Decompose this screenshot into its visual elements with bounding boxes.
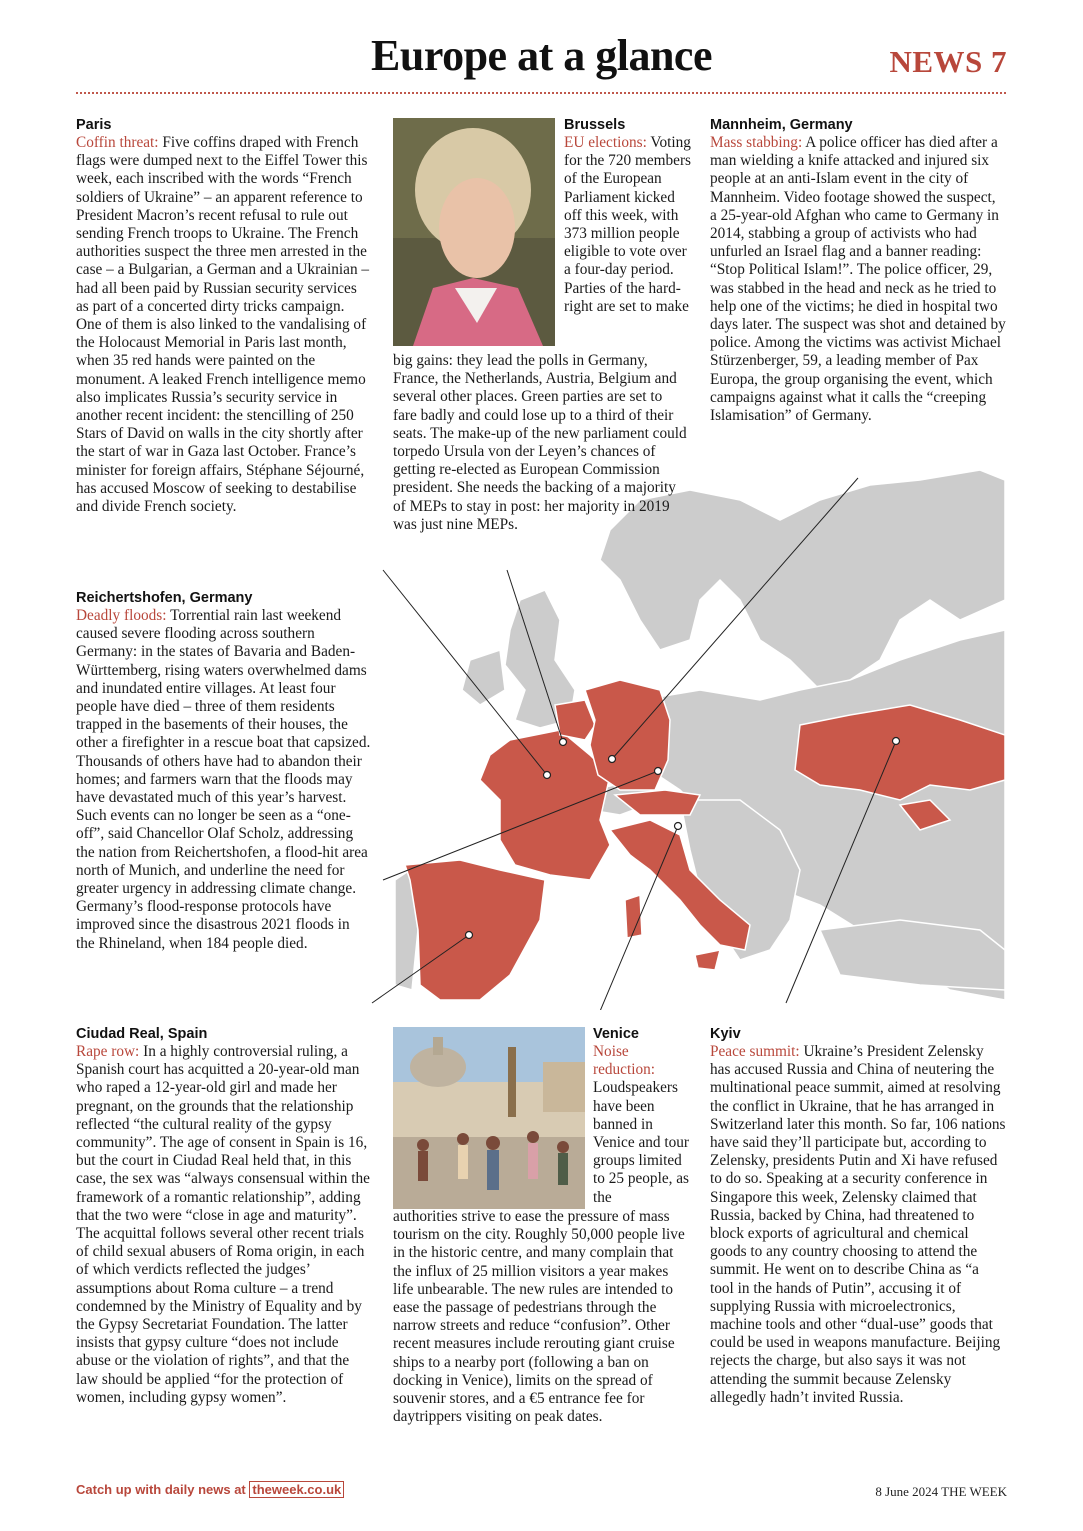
story-brussels-text-side: Voting for the 720 members of the European Parliament kicked off this week, with 373 million people eligible to vote over a four-day period. Parties of the hard-right are set to make [564,134,692,315]
story-venice-text-side: Loudspeakers have been banned in Venice and tour groups limited to 25 people, as the [593,1079,690,1206]
story-paris-kicker: Coffin threat: [76,134,159,151]
story-brussels-place: Brussels [564,117,626,133]
footer-promo [76,1482,344,1497]
story-brussels-side [564,116,694,316]
story-reichertshofen-kicker: Deadly floods: [76,607,167,624]
story-paris-place: Paris [76,117,112,133]
map-spain [405,860,545,1000]
map-turkey [820,920,1005,990]
story-reichertshofen-text: Torrential rain last weekend caused severe flooding across southern Germany: in the states of Bavaria and Baden-Württemberg, rising waters overwhelmed dams and inundated entire villages. At least four people have died – three of them residents trapped in the basements of their houses, the other a firefighter in a rescue boat that capsized. Thousands of others have had to abandon their homes; and farmers warn that the floods may have devastated much of this year’s harvest. Such events can no longer be seen as a “one-off”, said Chancellor Olaf Scholz, addressing the nation from Reichertshofen, a flood-hit area north of Munich, and underline the need for greater urgency in addressing climate change. Germany’s flood-response protocols have improved since the disastrous 2021 floods in the Rhineland, when 184 people died. [76,607,371,952]
section-label: NEWS 7 [889,44,1007,79]
story-venice-place: Venice [593,1026,639,1042]
story-mannheim-kicker: Mass stabbing: [710,134,803,151]
story-kyiv-kicker: Peace summit: [710,1043,800,1060]
map-france [480,730,610,880]
story-reichertshofen-place: Reichertshofen, Germany [76,590,253,606]
story-mannheim [710,116,1006,425]
story-venice-body-full: authorities strive to ease the pressure of mass tourism on the city. Roughly 50,000 people live in the historic centre, and many complain that the influx of 25 million visitors a year makes life unbearable. The new rules are intended to ease the passage of pedestrians through the narrow streets and reduce “confusion”. Other recent measures include rerouting giant cruise ships to a nearby port (following a ban on docking in Venice), limits on the spread of souvenir stores, and a €5 entrance fee for daytrippers visiting on peak dates. [393,1208,685,1426]
story-ciudad-real-place: Ciudad Real, Spain [76,1026,208,1042]
map-benelux [555,700,595,740]
story-ciudad-real-text: In a highly controversial ruling, a Spanish court has acquitted a 20-year-old man who raped a 12-year-old girl and made her pregnant, on the grounds that the relationship reflected “the cultural reality of the gypsy community”. The age of consent in Spain is 16, but the court in Ciudad Real held that, in this case, the sex was “always consensual within the framework of a romantic relationship”, adding that the two were “close in age and maturity”. The acquittal follows several other recent trials of child sexual abusers of Roma origin, in each of which verdicts reflected the judges’ assumptions about Roma culture – a trend condemned by the Ministry of Equality and by the Gypsy Secretariat Foundation. The latter insists that gypsy culture “does not include abuse or the violation of rights”, and that the law should be applied “for the protection of women, including gypsy women”. [76,1043,370,1406]
header-divider [76,92,1006,94]
page-title: Europe at a glance [371,31,712,80]
story-ciudad-real-body [76,1043,372,1407]
footer-issue-date: 8 June 2024 THE WEEK [875,1484,1007,1499]
venice-photo [393,1027,585,1209]
story-venice-kicker: Noise reduction: [593,1043,656,1079]
story-ciudad-real [76,1025,372,1407]
von-der-leyen-photo [393,118,555,346]
europe-map [370,470,1010,1010]
map-sicily [695,950,720,970]
story-brussels-body-full: big gains: they lead the polls in Germany, France, the Netherlands, Austria, Belgium and several other places. Green parties are set to fare badly and could lose up to a third of their seats. The make-up of the new parliament could torpedo Ursula von der Leyen’s chances of getting re-elected as European Commission president. She needs the backing of a majority of MEPs to stay in post: her majority in 2019 was just nine MEPs. [393,352,687,533]
story-kyiv [710,1025,1006,1407]
story-venice-side [593,1025,693,1207]
story-paris-text: Five coffins draped with French flags were dumped next to the Eiffel Tower this week, each inscribed with the words “French soldiers of Ukraine” – an apparent reference to President Macron’s recent refusal to rule out sending French troops to Ukraine. The French authorities suspect the three men arrested in the case – a Bulgarian, a German and a Ukrainian – had all been paid by Russian security services as part of a concerted dirty tricks campaign. One of them is also linked to the vandalising of the Holocaust Memorial in Paris last month, when 35 red hands were painted on the monument. A leaked French intelligence memo also implicates Russia’s security service in another recent incident: the stencilling of 250 Stars of David on walls in the city shortly after the start of war in Gaza last October. France’s minister for foreign affairs, Stéphane Séjourné, has accused Moscow of seeking to destabilise and divide French society. [76,134,370,516]
story-paris [76,116,372,516]
story-kyiv-place: Kyiv [710,1026,741,1042]
story-kyiv-text: Ukraine’s President Zelensky has accused Russia and China of neutering the multinational peace summit, aimed at resolving the conflict in Ukraine, that he has arranged in Switzerland later this month. So far, 106 nations have said they’ll participate but, according to Zelensky, presidents Putin and Xi have refused to do so. Speaking at a security conference in Singapore this week, Zelensky claimed that Russia, backed by China, had threatened to block exports of agricultural and chemical goods to any country choosing to attend the summit. He went on to describe China as “a tool in the hands of Putin”, accusing it of supplying Russia with microelectronics, machine tools and other “dual-use” goods that could be used in weapons manufacture. Beijing rejects the charge, but also says it was not attending the summit because Zelensky allegedly hadn’t invited Russia. [710,1043,1006,1406]
story-mannheim-place: Mannheim, Germany [710,117,853,133]
story-ciudad-real-kicker: Rape row: [76,1043,140,1060]
story-kyiv-body [710,1043,1006,1407]
story-mannheim-text: A police officer has died after a man wielding a knife attacked and injured six people at an anti-Islam event in the city of Mannheim. Video footage showed the suspect, a 25-year-old Afghan who came to Germany in 2014, stabbing a group of activists who had unfurled an Israel flag and a banner reading: “Stop Political Islam!”. The police officer, 29, was stabbed in the head and neck as he tried to help one of the victims; he died in hospital two days later. The suspect was shot and detained by police. Among the victims was activist Michael Stürzenberger, 59, a leading member of Pax Europa, the group organising the event, which campaigns against what it calls the “creeping Islamisation” of Germany. [710,134,1006,425]
footer-promo-text: Catch up with daily news at [76,1482,246,1497]
story-reichertshofen [76,589,372,953]
story-brussels-kicker: EU elections: [564,134,647,151]
footer-website-link[interactable]: theweek.co.uk [249,1481,344,1498]
story-venice-body-side [593,1043,693,1207]
story-reichertshofen-body [76,607,372,953]
story-mannheim-body [710,134,1006,425]
story-paris-body [76,134,372,516]
story-brussels-body-side [564,134,694,316]
